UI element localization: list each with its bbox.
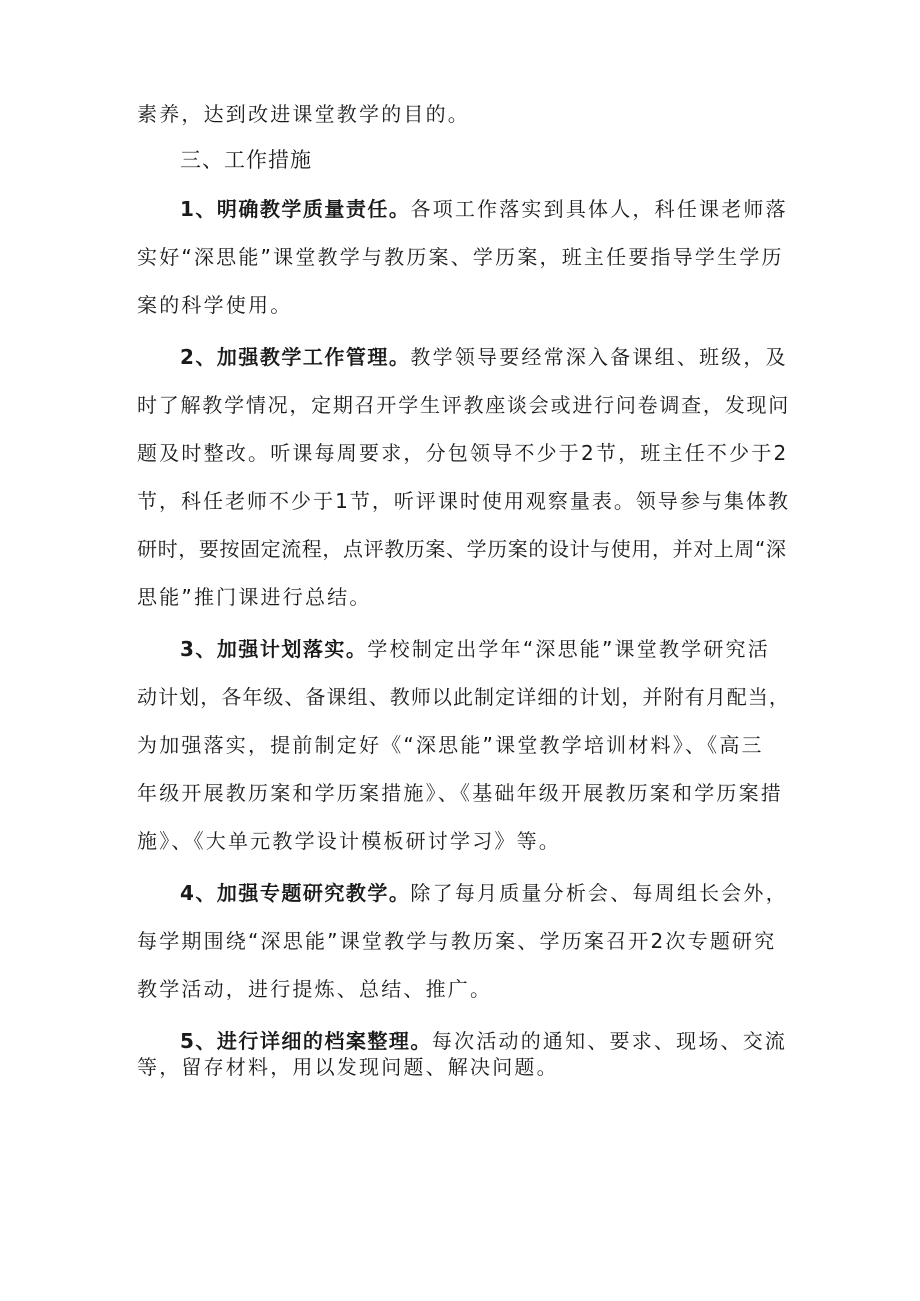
item-4-title: 4、加强专题研究教学。 [180, 881, 411, 905]
section-heading: 三、工作措施 [180, 148, 312, 172]
item-3-line: 施》、《大单元教学设计模板研讨学习》等。 [137, 829, 561, 853]
item-4-line: 教学活动，进行提炼、总结、推广。 [137, 977, 493, 1001]
item-1-first-line-text: 各项工作落实到具体人，科任课老师落 [410, 197, 788, 221]
item-5-line: 等，留存材料，用以发现问题、解决问题。 [137, 1055, 559, 1079]
item-4-line: 每学期围绕“深思能”课堂教学与教历案、学历案召开2次专题研究 [137, 929, 777, 953]
item-1-line: 案的科学使用。 [137, 293, 293, 317]
item-3-line: 年级开展教历案和学历案措施》、《基础年级开展教历案和学历案措 [137, 781, 783, 805]
item-2-first-line [180, 345, 788, 369]
item-2-line: 研时，要按固定流程，点评教历案、学历案的设计与使用，并对上周“深 [137, 537, 787, 561]
item-5-title: 5、进行详细的档案整理。 [180, 1029, 432, 1053]
item-4-first-line [180, 881, 788, 905]
item-3-first-line-text: 学校制定出学年“深思能”课堂教学研究活 [367, 637, 770, 661]
item-2-line: 节，科任老师不少于1节，听评课时使用观察量表。领导参与集体教 [137, 489, 790, 513]
item-2-title: 2、加强教学工作管理。 [180, 345, 411, 369]
item-3-title: 3、加强计划落实。 [180, 637, 368, 661]
item-2-line: 题及时整改。听课每周要求，分包领导不少于2节，班主任不少于2 [137, 441, 789, 465]
item-1-first-line [180, 197, 788, 221]
item-4-first-line-text: 除了每月质量分析会、每周组长会外， [410, 881, 788, 905]
intro-tail-line: 素养，达到改进课堂教学的目的。 [137, 102, 470, 126]
item-1-line: 实好“深思能”课堂教学与教历案、学历案，班主任要指导学生学历 [137, 245, 784, 269]
item-2-line: 时了解教学情况，定期召开学生评教座谈会或进行问卷调查，发现问 [137, 393, 790, 417]
item-3-line: 为加强落实，提前制定好《“深思能”课堂教学培训材料》、《高三 [137, 733, 764, 757]
item-5-first-line-text: 每次活动的通知、要求、现场、交流 [431, 1029, 788, 1053]
item-5-first-line [180, 1029, 787, 1053]
item-2-first-line-text: 教学领导要经常深入备课组、班级，及 [410, 345, 788, 369]
item-3-first-line [180, 637, 770, 661]
item-1-title: 1、明确教学质量责任。 [180, 197, 411, 221]
item-2-line: 思能”推门课进行总结。 [137, 585, 372, 609]
item-3-line: 动计划，各年级、备课组、教师以此制定详细的计划，并附有月配当， [137, 685, 790, 709]
